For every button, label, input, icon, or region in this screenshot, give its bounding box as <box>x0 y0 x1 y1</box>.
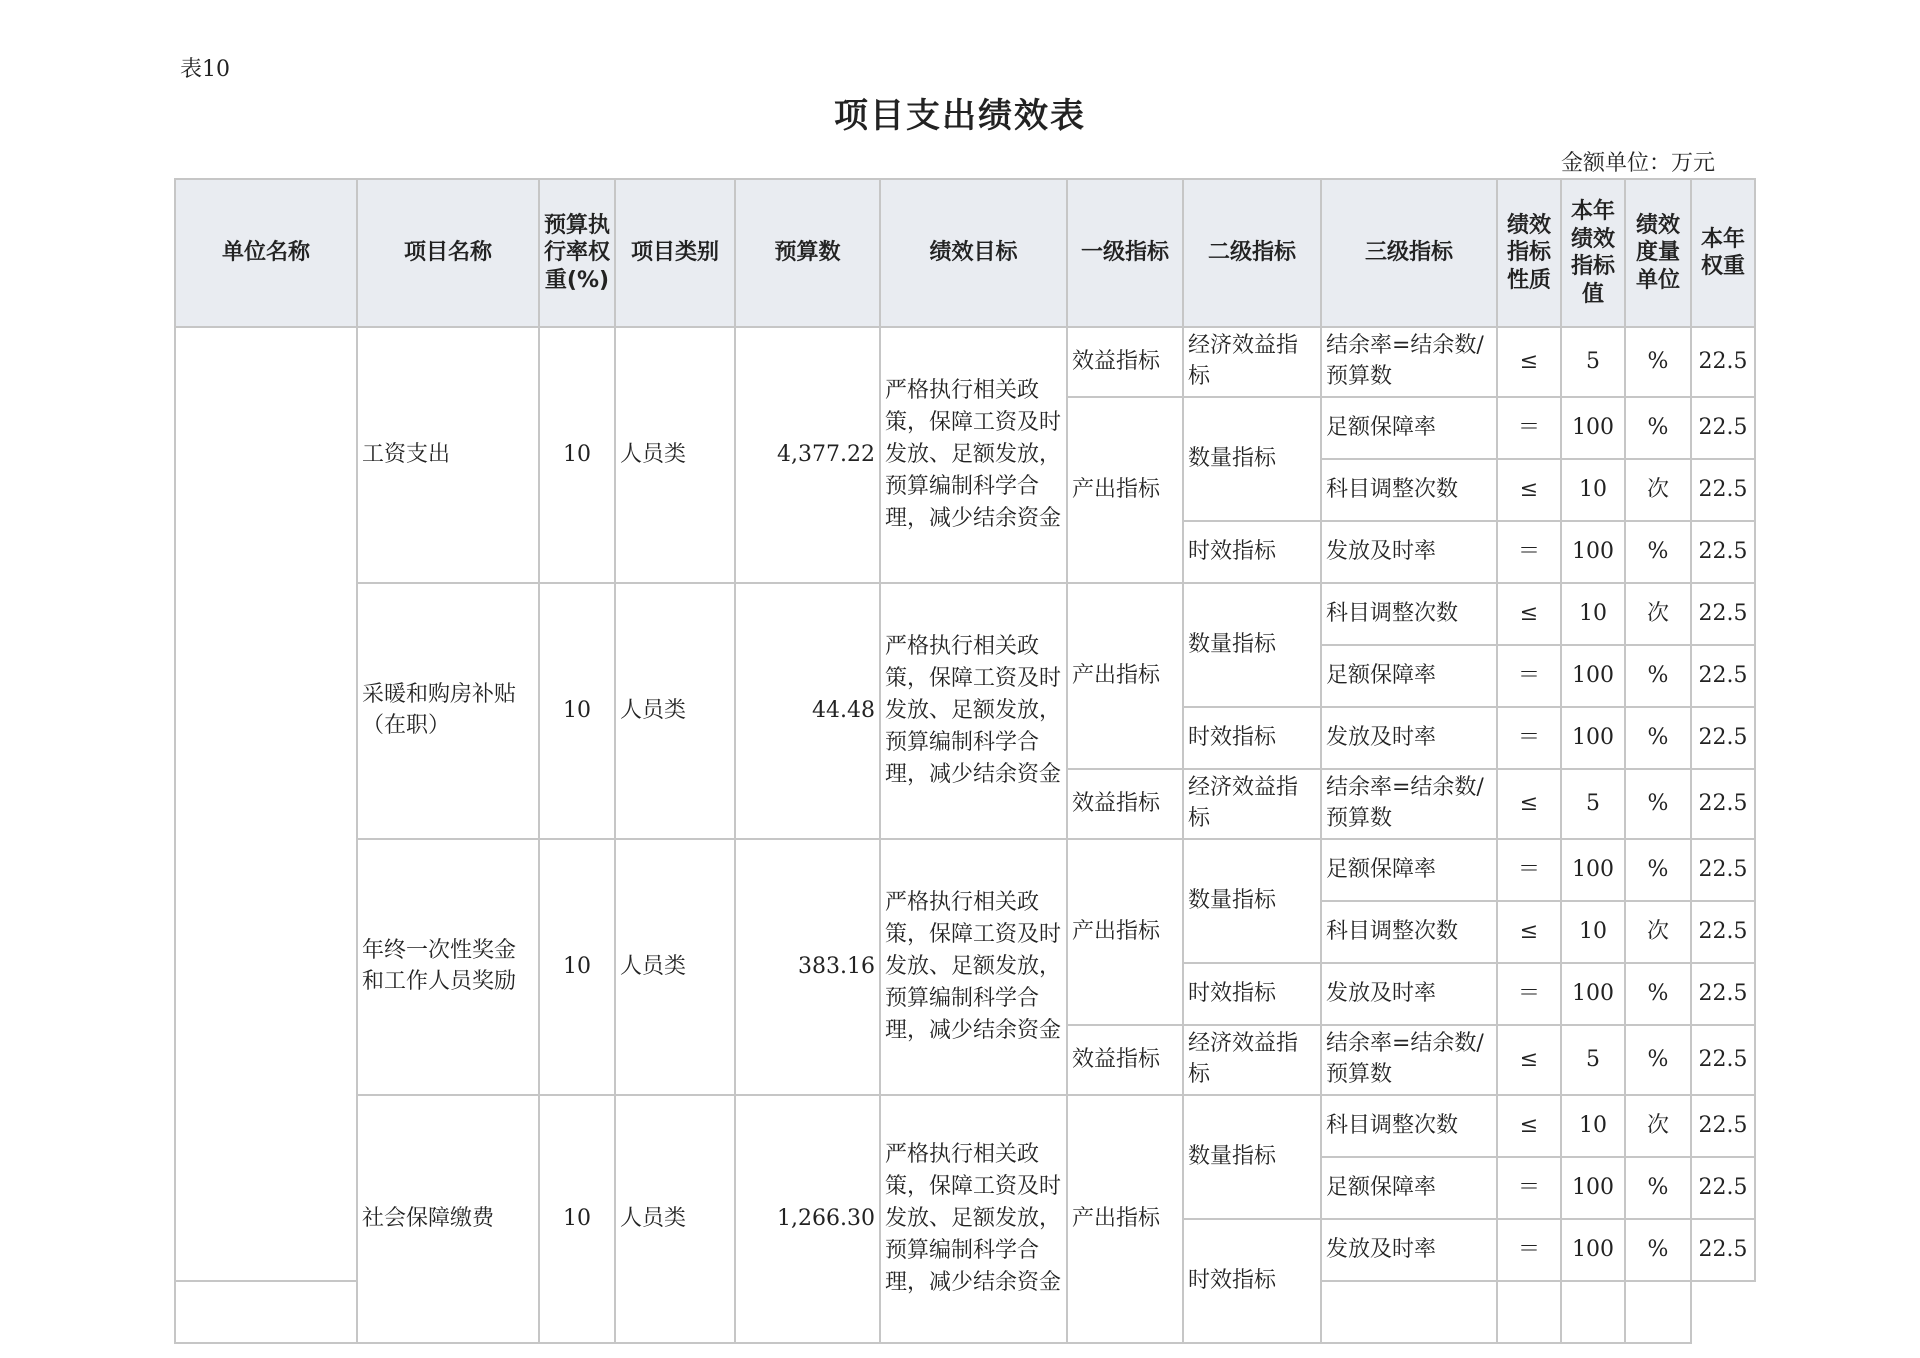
measure-unit: % <box>1625 839 1691 901</box>
indicator-weight <box>1625 1281 1691 1343</box>
table-row <box>175 327 1755 397</box>
level2-indicator: 经济效益指标 <box>1183 327 1321 397</box>
level3-indicator: 发放及时率 <box>1321 1219 1497 1281</box>
level3-indicator: 足额保障率 <box>1321 1157 1497 1219</box>
rate-weight: 10 <box>539 1095 615 1343</box>
indicator-value: 100 <box>1561 839 1625 901</box>
project-budget: 4,377.22 <box>735 327 880 583</box>
indicator-nature: ≤ <box>1497 583 1561 645</box>
measure-unit <box>1561 1281 1625 1343</box>
indicator-weight: 22.5 <box>1691 459 1755 521</box>
indicator-value: 10 <box>1561 459 1625 521</box>
indicator-nature: ＝ <box>1497 645 1561 707</box>
amount-unit-label: 金额单位：万元 <box>1560 151 1715 176</box>
project-name: 工资支出 <box>357 327 539 583</box>
project-budget: 1,266.30 <box>735 1095 880 1343</box>
measure-unit: % <box>1625 521 1691 583</box>
level1-indicator: 产出指标 <box>1067 839 1183 1025</box>
measure-unit: 次 <box>1625 901 1691 963</box>
level2-indicator: 时效指标 <box>1183 707 1321 769</box>
indicator-weight: 22.5 <box>1691 521 1755 583</box>
level1-indicator: 效益指标 <box>1067 327 1183 397</box>
level2-indicator: 数量指标 <box>1183 397 1321 521</box>
header-unit-name: 单位名称 <box>175 179 357 327</box>
level2-indicator: 数量指标 <box>1183 1095 1321 1219</box>
indicator-value: 100 <box>1561 645 1625 707</box>
unit-name-cell <box>175 327 357 1281</box>
measure-unit: 次 <box>1625 1095 1691 1157</box>
level3-indicator: 发放及时率 <box>1321 707 1497 769</box>
measure-unit: 次 <box>1625 459 1691 521</box>
indicator-value: 10 <box>1561 901 1625 963</box>
level3-indicator: 发放及时率 <box>1321 963 1497 1025</box>
header-budget: 预算数 <box>735 179 880 327</box>
level3-indicator: 科目调整次数 <box>1321 459 1497 521</box>
indicator-nature: ≤ <box>1497 327 1561 397</box>
level3-indicator: 结余率=结余数/预算数 <box>1321 769 1497 839</box>
header-value: 本年绩效指标值 <box>1561 179 1625 327</box>
indicator-nature: ≤ <box>1497 769 1561 839</box>
indicator-value: 100 <box>1561 397 1625 459</box>
measure-unit: % <box>1625 963 1691 1025</box>
level1-indicator: 产出指标 <box>1067 397 1183 583</box>
indicator-nature: ≤ <box>1497 459 1561 521</box>
indicator-value: 5 <box>1561 327 1625 397</box>
level3-indicator: 结余率=结余数/预算数 <box>1321 1025 1497 1095</box>
indicator-value: 100 <box>1561 963 1625 1025</box>
project-goal: 严格执行相关政策，保障工资及时发放、足额发放，预算编制科学合理，减少结余资金 <box>880 1095 1067 1343</box>
indicator-nature: ＝ <box>1497 707 1561 769</box>
indicator-weight: 22.5 <box>1691 327 1755 397</box>
measure-unit: % <box>1625 645 1691 707</box>
level3-indicator: 发放及时率 <box>1321 521 1497 583</box>
indicator-weight: 22.5 <box>1691 769 1755 839</box>
header-level1: 一级指标 <box>1067 179 1183 327</box>
page-title: 项目支出绩效表 <box>834 96 1086 136</box>
table-container <box>174 178 1754 1295</box>
measure-unit: % <box>1625 397 1691 459</box>
level2-indicator: 经济效益指标 <box>1183 769 1321 839</box>
level3-indicator: 科目调整次数 <box>1321 901 1497 963</box>
header-measure-unit: 绩效度量单位 <box>1625 179 1691 327</box>
project-budget: 44.48 <box>735 583 880 839</box>
measure-unit: % <box>1625 327 1691 397</box>
level3-indicator <box>175 1281 357 1343</box>
table-row <box>175 1095 1755 1157</box>
measure-unit: 次 <box>1625 583 1691 645</box>
indicator-nature: ＝ <box>1497 839 1561 901</box>
indicator-value: 10 <box>1561 583 1625 645</box>
header-nature: 绩效指标性质 <box>1497 179 1561 327</box>
project-category: 人员类 <box>615 583 735 839</box>
indicator-nature: ＝ <box>1497 397 1561 459</box>
indicator-weight: 22.5 <box>1691 583 1755 645</box>
rate-weight: 10 <box>539 583 615 839</box>
project-goal: 严格执行相关政策，保障工资及时发放、足额发放，预算编制科学合理，减少结余资金 <box>880 583 1067 839</box>
header-goal: 绩效目标 <box>880 179 1067 327</box>
header-level3: 三级指标 <box>1321 179 1497 327</box>
indicator-nature: ＝ <box>1497 1157 1561 1219</box>
level2-indicator: 数量指标 <box>1183 839 1321 963</box>
level3-indicator: 足额保障率 <box>1321 839 1497 901</box>
project-category: 人员类 <box>615 1095 735 1343</box>
rate-weight: 10 <box>539 327 615 583</box>
indicator-weight: 22.5 <box>1691 839 1755 901</box>
project-name: 年终一次性奖金和工作人员奖励 <box>357 839 539 1095</box>
indicator-weight: 22.5 <box>1691 901 1755 963</box>
table-number-label: 表10 <box>180 57 230 82</box>
measure-unit: % <box>1625 1025 1691 1095</box>
indicator-weight: 22.5 <box>1691 1095 1755 1157</box>
indicator-nature <box>1321 1281 1497 1343</box>
indicator-value: 5 <box>1561 769 1625 839</box>
indicator-weight: 22.5 <box>1691 1157 1755 1219</box>
indicator-weight: 22.5 <box>1691 645 1755 707</box>
indicator-weight: 22.5 <box>1691 397 1755 459</box>
project-category: 人员类 <box>615 839 735 1095</box>
project-category: 人员类 <box>615 327 735 583</box>
indicator-nature: ≤ <box>1497 1095 1561 1157</box>
indicator-nature: ≤ <box>1497 1025 1561 1095</box>
indicator-weight: 22.5 <box>1691 1025 1755 1095</box>
indicator-weight: 22.5 <box>1691 963 1755 1025</box>
indicator-nature: ＝ <box>1497 521 1561 583</box>
project-budget: 383.16 <box>735 839 880 1095</box>
level3-indicator: 科目调整次数 <box>1321 1095 1497 1157</box>
indicator-value: 10 <box>1561 1095 1625 1157</box>
project-goal: 严格执行相关政策，保障工资及时发放、足额发放，预算编制科学合理，减少结余资金 <box>880 839 1067 1095</box>
level2-indicator: 时效指标 <box>1183 521 1321 583</box>
indicator-value: 5 <box>1561 1025 1625 1095</box>
project-goal: 严格执行相关政策，保障工资及时发放、足额发放，预算编制科学合理，减少结余资金 <box>880 327 1067 583</box>
indicator-weight: 22.5 <box>1691 707 1755 769</box>
header-level2: 二级指标 <box>1183 179 1321 327</box>
level2-indicator: 经济效益指标 <box>1183 1025 1321 1095</box>
header-rate-weight: 预算执行率权重(%) <box>539 179 615 327</box>
project-name: 社会保障缴费 <box>357 1095 539 1343</box>
indicator-weight: 22.5 <box>1691 1219 1755 1281</box>
level3-indicator: 结余率=结余数/预算数 <box>1321 327 1497 397</box>
indicator-value: 100 <box>1561 1157 1625 1219</box>
level2-indicator: 数量指标 <box>1183 583 1321 707</box>
level1-indicator: 效益指标 <box>1067 1025 1183 1095</box>
level2-indicator: 时效指标 <box>1183 963 1321 1025</box>
header-category: 项目类别 <box>615 179 735 327</box>
table-header-row <box>175 179 1755 327</box>
table-row <box>175 583 1755 645</box>
header-project-name: 项目名称 <box>357 179 539 327</box>
level2-indicator: 时效指标 <box>1183 1219 1321 1343</box>
measure-unit: % <box>1625 707 1691 769</box>
indicator-value <box>1497 1281 1561 1343</box>
level1-indicator: 效益指标 <box>1067 769 1183 839</box>
level3-indicator: 足额保障率 <box>1321 645 1497 707</box>
indicator-value: 100 <box>1561 521 1625 583</box>
indicator-nature: ＝ <box>1497 963 1561 1025</box>
measure-unit: % <box>1625 769 1691 839</box>
project-name: 采暖和购房补贴（在职） <box>357 583 539 839</box>
indicator-value: 100 <box>1561 1219 1625 1281</box>
rate-weight: 10 <box>539 839 615 1095</box>
measure-unit: % <box>1625 1157 1691 1219</box>
header-weight: 本年权重 <box>1691 179 1755 327</box>
measure-unit: % <box>1625 1219 1691 1281</box>
level3-indicator: 科目调整次数 <box>1321 583 1497 645</box>
indicator-nature: ≤ <box>1497 901 1561 963</box>
table-row <box>175 839 1755 901</box>
level1-indicator: 产出指标 <box>1067 1095 1183 1343</box>
indicator-value: 100 <box>1561 707 1625 769</box>
level1-indicator: 产出指标 <box>1067 583 1183 769</box>
indicator-nature: ＝ <box>1497 1219 1561 1281</box>
level3-indicator: 足额保障率 <box>1321 397 1497 459</box>
performance-table <box>174 178 1756 1344</box>
